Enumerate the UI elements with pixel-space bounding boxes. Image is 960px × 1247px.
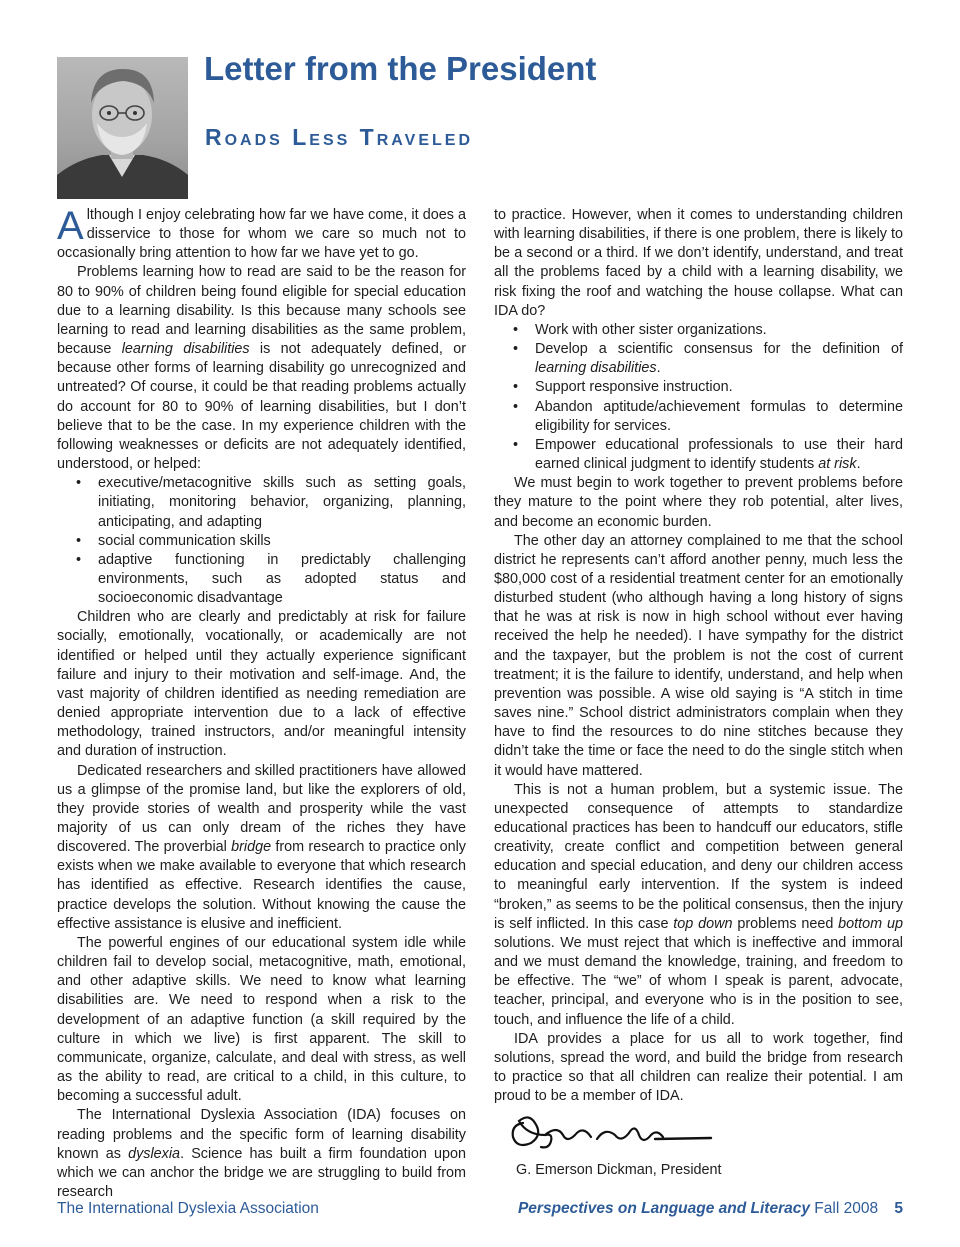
list-item: • Develop a scientific consensus for the definition of learning disabilities. xyxy=(535,340,903,378)
publication-title: Perspectives on Language and Literacy xyxy=(517,1200,810,1217)
paragraph: Children who are clearly and predictably at risk for failure socially, emotionally, vocationally, or academically are not identified or helped until they actually experience significant failure and injury to their motivation and self-image. And, the vast majority of children identified as needing remediation are denied appropriate intervention due to a lack of effective methodology, trained instructors, and/or meaningful intensity and duration of instruction. xyxy=(57,609,466,760)
list-item: • executive/metacognitive skills such as setting goals, initiating, monitoring behavior, organizing, planning, anticipating, and adapting xyxy=(98,474,466,531)
list-item: • Support responsive instruction. xyxy=(535,378,903,397)
president-portrait xyxy=(57,57,188,199)
paragraph: Although I enjoy celebrating how far we have come, it does a disservice to those for whom we care so much not to occasionally bring attention to how far we have yet to go. xyxy=(57,204,466,262)
weakness-list xyxy=(57,474,466,608)
paragraph: IDA provides a place for us all to work together, find solutions, spread the word, and build the bridge from research to practice so that all children can realize their potential. I am proud to be a member of IDA. xyxy=(494,1030,903,1105)
footer-publication xyxy=(518,1200,903,1218)
page-title: Letter from the President xyxy=(204,50,597,87)
signature-image xyxy=(505,1105,715,1155)
paragraph: The powerful engines of our educational system idle while children fail to develop social, metacognitive, math, emotional, and other adaptive skills. We need to know what learning disabilities are. We need to respond when a risk to the development of an adaptive function (a skill required by the culture in which we live) is first apparent. The skill to communicate, organize, calculate, and deal with stress, as well as the ability to read, are critical to a child, in this culture, to becoming a successful adult. xyxy=(57,934,466,1105)
paragraph: We must begin to work together to prevent problems before they mature to the point where they rob potential, alter lives, and become an economic burden. xyxy=(494,475,903,530)
list-item: • Empower educational professionals to use their hard earned clinical judgment to identify students at risk. xyxy=(535,436,903,474)
page-subtitle: Roads Less Traveled xyxy=(205,124,473,150)
list-item: • Work with other sister organizations. xyxy=(535,321,903,340)
list-item: • social communication skills xyxy=(98,532,466,551)
list-item: • Abandon aptitude/achievement formulas to determine eligibility for services. xyxy=(535,398,903,436)
drop-cap: A xyxy=(57,204,84,248)
paragraph: This is not a human problem, but a systemic issue. The unexpected consequence of attempts to standardize educational practices has been to handcuff our educators, stifle creativity, create conflict and competition between general education and special education, and deny our children access to meaningful early intervention. If the system is indeed “broken,” as seems to be the political consensus, then the injury is self inflicted. In this case top down problems need bottom up solutions. We must reject that which is ineffective and immoral and we must demand the knowledge, training, and freedom to be effective. The “we” of whom I speak is parent, advocate, teacher, principal, and everyone who is in the position to see, touch, and influence the life of a child. xyxy=(494,781,903,1028)
ida-actions-list xyxy=(494,321,903,474)
paragraph: The International Dyslexia Association (IDA) focuses on reading problems and the specific form of learning disability known as dyslexia. Science has built a firm foundation upon which we can anchor the bridge we are struggling to build from research xyxy=(57,1107,466,1200)
signer-name: G. Emerson Dickman, President xyxy=(516,1162,722,1178)
issue-date: Fall 2008 xyxy=(814,1200,879,1217)
paragraph: Problems learning how to read are said to be the reason for 80 to 90% of children being found eligible for special education due to a learning disability. Is this because many schools see learning to read and learning disabilities as the same problem, because learning disabilities is not adequately defined, or because other forms of learning disability go unrecognized and untreated? Of course, it could be that reading problems actually do account for 80 to 90% of learning disabilities, but I don’t believe that to be the case. In my experience children with the following weaknesses or deficits are not adequately identified, understood, or helped: xyxy=(57,264,466,473)
paragraph: to practice. However, when it comes to understanding children with learning disabilities, if there is one problem, there is likely to be a second or a third. If we don’t identify, understand, and treat all the problems faced by a child with a learning disability, we risk fixing the roof and watching the house collapse. What can IDA do? xyxy=(494,207,903,319)
paragraph: The other day an attorney complained to me that the school district he represents can’t afford another penny, much less the $80,000 cost of a residential treatment center for an emotionally disturbed student (who although having a long history of signs that he was at risk is now in high school without ever having received the help he needed). I have sympathy for the district and the taxpayer, but the problem is not the cost of current treatment; it is the failure to identify, understand, and help when prevention was possible. A wise old saying is “A stitch in time saves nine.” School district administrators complain when they have to find the resources to do nine stitches because they didn’t take the time or face the need to do the single stitch when it would have mattered. xyxy=(494,532,903,779)
list-item: • adaptive functioning in predictably challenging environments, such as adopted status and socioeconomic disadvantage xyxy=(98,551,466,608)
page-number: 5 xyxy=(894,1200,903,1217)
paragraph: Dedicated researchers and skilled practitioners have allowed us a glimpse of the promise land, but like the explorers of old, they provide stories of wealth and prosperity while the vast majority of us can only dream of the riches they have discovered. The proverbial bridge from research to practice only exists when we make available to everyone that which research has identified as effective. Research identifies the cause, practice develops the solution. Without knowing the cause the effective assistance is elusive and inefficient. xyxy=(57,762,466,932)
left-column xyxy=(57,206,466,1202)
footer-organization: The International Dyslexia Association xyxy=(57,1200,319,1217)
right-column xyxy=(494,206,903,1106)
